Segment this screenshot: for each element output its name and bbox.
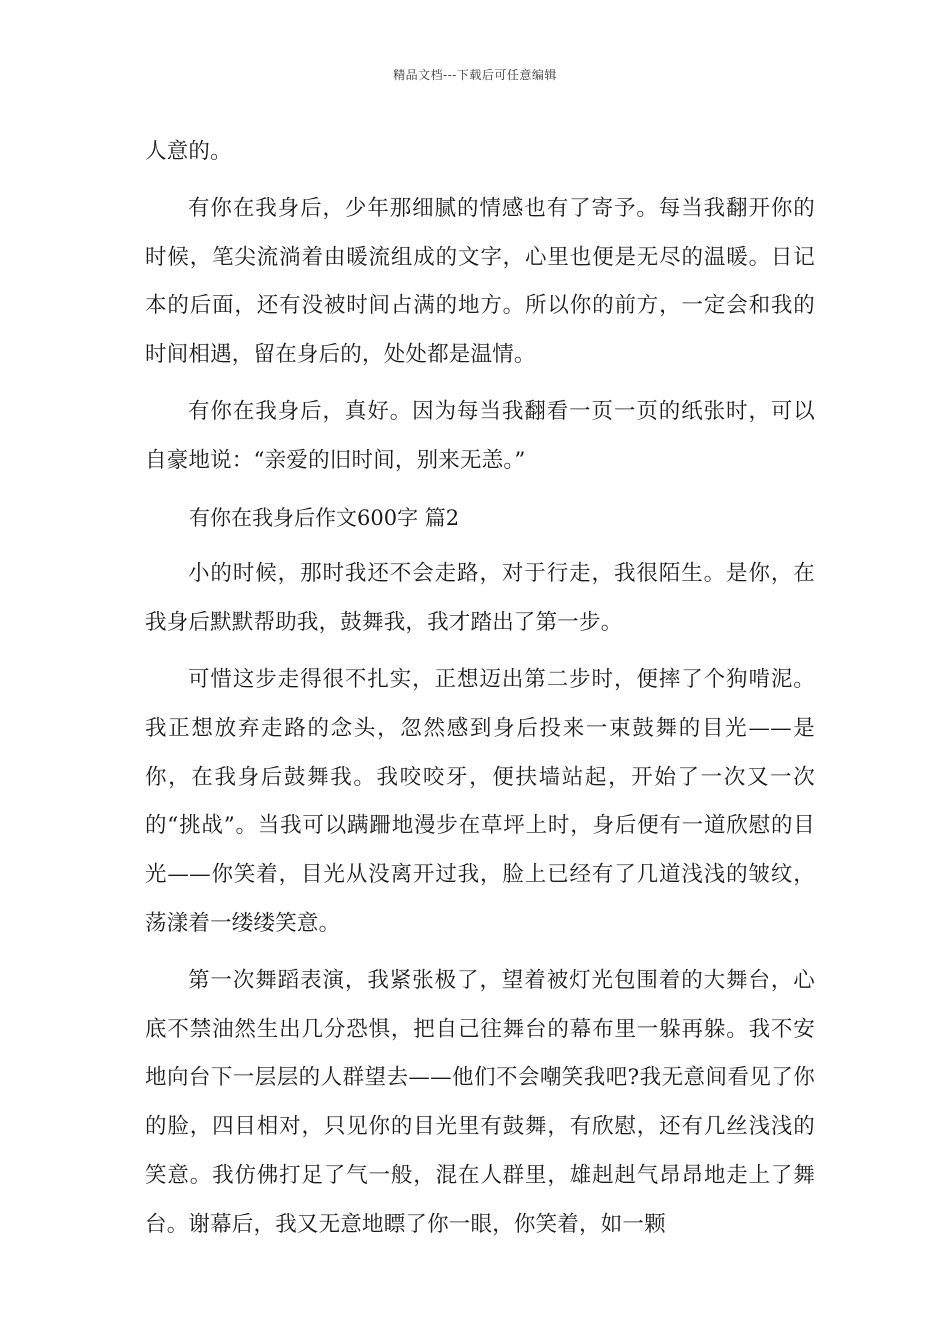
paragraph-3: 有你在我身后，真好。因为每当我翻看一页一页的纸张时，可以自豪地说：“亲爱的旧时间，别来无恙。” bbox=[145, 398, 815, 473]
section-title: 有你在我身后作文600字 篇2 bbox=[189, 505, 460, 530]
paragraph-5: 可惜这步走得很不扎实，正想迈出第二步时，便摔了个狗啃泥。我正想放弃走路的念头，忽然感到身后投来一束鼓舞的目光——是你，在我身后鼓舞我。我咬咬牙，便扶墙站起，开始了一次又一次的“挑战”。当我可以蹒跚地漫步在草坪上时，身后便有一道欣慰的目光——你笑着，目光从没离开过我，脸上已经有了几道浅浅的皱纹，荡漾着一缕缕笑意。 bbox=[145, 666, 815, 936]
paragraph-2: 有你在我身后，少年那细腻的情感也有了寄予。每当我翻开你的时候，笔尖流淌着由暖流组成的文字，心里也便是无尽的温暖。日记本的后面，还有没被时间占满的地方。所以你的前方，一定会和我的时间相遇，留在身后的，处处都是温情。 bbox=[145, 195, 815, 368]
document-body bbox=[145, 128, 815, 1258]
paragraph-1: 人意的。 bbox=[145, 139, 232, 164]
paragraph-6: 第一次舞蹈表演，我紧张极了，望着被灯光包围着的大舞台，心底不禁油然生出几分恐惧，把自己往舞台的幕布里一躲再躲。我不安地向台下一层层的人群望去——他们不会嘲笑我吧?我无意间看见了你的脸，四目相对，只见你的目光里有鼓舞，有欣慰，还有几丝浅浅的笑意。我仿佛打足了气一般，混在人群里，雄赳赳气昂昂地走上了舞台。谢幕后，我又无意地瞟了你一眼，你笑着，如一颗 bbox=[145, 967, 815, 1237]
page-header: 精品文档---下载后可任意编辑 bbox=[393, 68, 557, 82]
paragraph-4: 小的时候，那时我还不会走路，对于行走，我很陌生。是你，在我身后默默帮助我，鼓舞我，我才踏出了第一步。 bbox=[145, 561, 815, 636]
